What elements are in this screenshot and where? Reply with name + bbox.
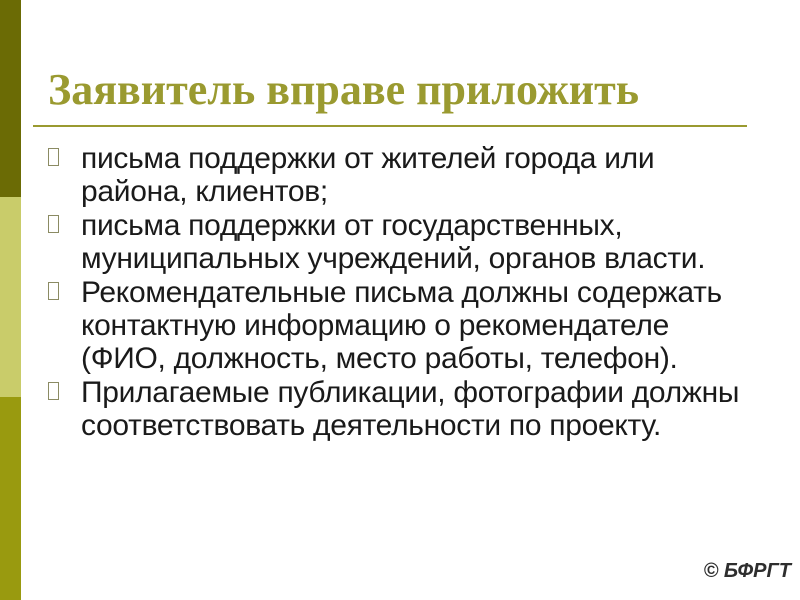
notdef-box-bullet-icon bbox=[48, 282, 59, 300]
notdef-box-bullet-icon bbox=[48, 215, 59, 233]
bullet-text bbox=[81, 142, 654, 209]
bullet-line: района, клиентов; bbox=[81, 175, 328, 209]
bullet-line: (ФИО, должность, место работы, телефон). bbox=[81, 342, 678, 376]
list-item bbox=[46, 142, 762, 209]
bullet-line: соответствовать деятельности по проекту. bbox=[81, 409, 662, 443]
notdef-box-bullet-icon bbox=[48, 148, 59, 166]
sidebar-segment-top bbox=[0, 0, 21, 197]
sidebar-segment-middle bbox=[0, 197, 21, 397]
bullet-text bbox=[81, 209, 705, 276]
bullet-line: Рекомендательные письма должны содержать bbox=[81, 275, 722, 309]
copyright-footer: © БФРГТ bbox=[703, 560, 791, 582]
list-item bbox=[46, 276, 762, 376]
bullet-line: письма поддержки от государственных, bbox=[81, 208, 623, 242]
bullet-line: контактную информацию о рекомендателе bbox=[81, 309, 669, 343]
list-item bbox=[46, 209, 762, 276]
bullet-list bbox=[46, 142, 762, 443]
slide-title: Заявитель вправе приложить bbox=[48, 65, 640, 114]
sidebar-decoration bbox=[0, 0, 21, 600]
bullet-line: муниципальных учреждений, органов власти. bbox=[81, 242, 706, 276]
title-underline bbox=[33, 125, 747, 127]
sidebar-segment-bottom bbox=[0, 397, 21, 600]
bullet-line: письма поддержки от жителей города или bbox=[81, 142, 655, 175]
list-item bbox=[46, 376, 762, 443]
bullet-text bbox=[81, 276, 722, 376]
bullet-line: Прилагаемые публикации, фотографии должны bbox=[81, 375, 740, 409]
bullet-text bbox=[81, 376, 739, 443]
notdef-box-bullet-icon bbox=[48, 382, 59, 400]
